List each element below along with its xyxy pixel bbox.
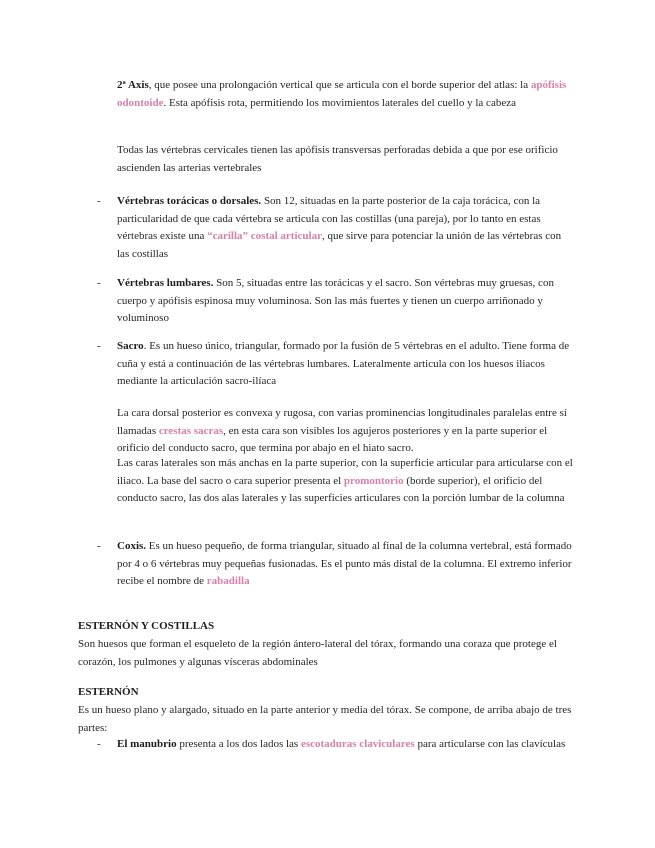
manubrio-title: El manubrio xyxy=(117,738,177,750)
lumbares-title: Vértebras lumbares. xyxy=(117,277,214,289)
esternon-costillas-text: Son huesos que forman el esqueleto de la región ántero-lateral del tórax, formando una coraza que protege el corazón, los pulmones y algunas vísceras abdominales xyxy=(78,638,557,668)
bullet-dash: - xyxy=(97,738,101,750)
coxis-title: Coxis. xyxy=(117,540,147,552)
term-carilla-costal: “carilla” costal articular xyxy=(207,230,322,243)
coxis-paragraph: Coxis. Es un hueso pequeño, de forma triangular, situado al final de la columna vertebral, está formado por 4 o 6 vértebras muy pequeñas fusionadas. Es el punto más distal de la columna. El extremo inferior recibe el nombre de rabadilla xyxy=(117,540,572,588)
toracicas-title: Vértebras torácicas o dorsales. xyxy=(117,195,262,207)
bullet-dash: - xyxy=(97,540,101,552)
esternon-text: Es un hueso plano y alargado, situado en la parte anterior y media del tórax. Se compone, de arriba abajo de tres partes: xyxy=(78,704,572,734)
term-apofisis-odontoide: apófisis odontoide xyxy=(117,79,567,109)
sacro-laterales-paragraph: Las caras laterales son más anchas en la parte superior, con la superficie articular para articularse con el iliaco. La base del sacro o cara superior presenta el promontorio (borde superior), el orificio del conducto sacro, las dos alas laterales y las superficies articulares con la porción lumbar de la columna xyxy=(117,457,573,505)
axis-title: 2ª Axis xyxy=(117,79,149,91)
bullet-dash: - xyxy=(97,340,101,352)
term-promontorio: promontorio xyxy=(343,474,404,487)
toracicas-paragraph: Vértebras torácicas o dorsales. Son 12, situadas en la parte posterior de la caja torácica, con la particularidad de que cada vértebra se articula con las costillas (una pareja), por lo tanto en estas vértebras existe una “carilla” costal articular, que sirve para potenciar la unión de las vértebras con las costillas xyxy=(117,195,562,260)
term-crestas-sacras: crestas sacras xyxy=(158,424,224,437)
lumbares-paragraph: Vértebras lumbares. Son 5, situadas entre las torácicas y el sacro. Son vértebras muy gruesas, con cuerpo y apófisis espinosa muy voluminosa. Son las más fuertes y tienen un cuerpo arriñonado y voluminoso xyxy=(117,277,554,325)
section-heading-esternon: ESTERNÓN xyxy=(78,686,139,698)
section-heading-esternon-costillas: ESTERNÓN Y COSTILLAS xyxy=(78,620,215,632)
bullet-dash: - xyxy=(97,195,101,207)
sacro-dorsal-paragraph: La cara dorsal posterior es convexa y rugosa, con varias prominencias longitudinales paralelas entre sí llamadas crestas sacras, en esta cara son visibles los agujeros posteriores y en la parte superior el orificio del conducto sacro, que termina por abajo en el hiato sacro. xyxy=(117,407,567,455)
bullet-dash: - xyxy=(97,277,101,289)
sacro-paragraph: Sacro. Es un hueso único, triangular, formado por la fusión de 5 vértebras en el adulto. Tiene forma de cuña y está a continuación de las vértebras lumbares. Lateralmente articula con los huesos iliacos mediante la articulación sacro-ilíaca xyxy=(117,340,570,388)
sacro-title: Sacro xyxy=(117,340,144,352)
cervicales-note: Todas las vértebras cervicales tienen las apófisis transversas perforadas debida a que por ese orificio ascienden las arterias vertebrales xyxy=(117,144,558,174)
term-rabadilla: rabadilla xyxy=(206,575,250,588)
manubrio-paragraph: El manubrio presenta a los dos lados las escotaduras claviculares para articularse con las clavículas xyxy=(117,738,566,750)
term-escotaduras-claviculares: escotaduras claviculares xyxy=(300,738,415,750)
axis-paragraph: 2ª Axis, que posee una prolongación vertical que se articula con el borde superior del atlas: la apófisis odontoide. Esta apófisis rota, permitiendo los movimientos laterales del cuello y la cabeza xyxy=(117,79,567,109)
